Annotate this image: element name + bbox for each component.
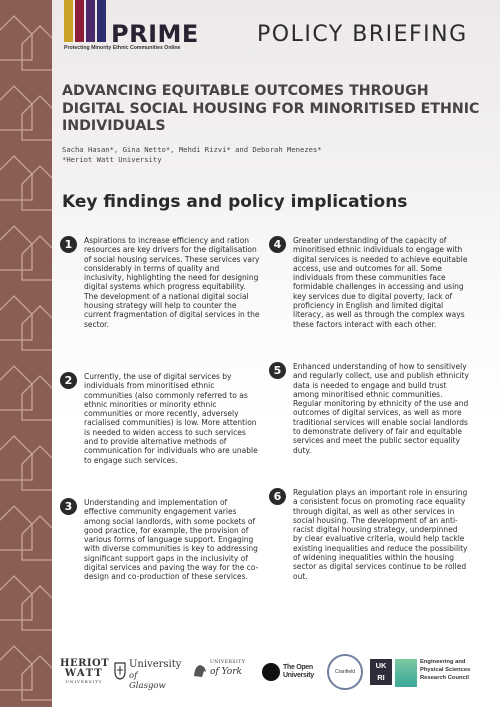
logo-bar bbox=[64, 0, 73, 42]
finding-number-badge: 6 bbox=[269, 488, 286, 505]
epsrc-block-icon bbox=[395, 659, 417, 687]
finding-text: Greater understanding of the capacity of minoritised ethnic individuals to engage with digital services is needed to achieve equitable access, use and outcomes for all. Some individuals from these communities face formidable challenges in accessing and using key services due to digital poverty, lack of proficiency in English and limited digital literacy, as well as through the complex ways these factors interact with each other. bbox=[293, 236, 468, 329]
finding-number-badge: 1 bbox=[60, 236, 77, 253]
open-university-circle-icon bbox=[262, 663, 280, 681]
finding-item bbox=[269, 362, 469, 484]
finding-item bbox=[60, 236, 260, 368]
open-university-logo: The Open University bbox=[262, 660, 324, 688]
cranfield-logo: Cranfield bbox=[327, 654, 363, 690]
finding-number-badge: 4 bbox=[269, 236, 286, 253]
briefing-page bbox=[52, 0, 500, 707]
brand-tagline: Protecting Minority Ethnic Communities Online bbox=[64, 45, 181, 51]
heriot-watt-logo: HERIOT WATT UNIVERSITY bbox=[60, 658, 110, 684]
finding-text: Currently, the use of digital services by individuals from minoritised ethnic communities (also commonly referred to as ethnic minorities or minority ethnic communities or more recently, adversely racialised communities) is low. More attention is needed to widen access to such services and to provide alternative methods of communication for individuals who are unable to engage such services. bbox=[84, 372, 258, 465]
partner-logos bbox=[52, 650, 500, 707]
document-type: POLICY BRIEFING bbox=[257, 22, 468, 47]
finding-text: Aspirations to increase efficiency and ration resources are key drivers for the digitalisation of social housing services. These services vary considerably in terms of quality and inclusivity, highlighting the need for designing digital systems which progress equitability. The development of a national digital social housing strategy will help to counter the current fragmentation of digital services in the sector. bbox=[84, 236, 260, 329]
lion-crest-icon bbox=[192, 662, 208, 680]
finding-item bbox=[269, 488, 469, 581]
header bbox=[52, 0, 500, 62]
logo-bar bbox=[97, 0, 106, 42]
crest-icon bbox=[114, 662, 126, 680]
finding-item bbox=[269, 236, 469, 358]
finding-number-badge: 3 bbox=[60, 498, 77, 515]
prime-logo-bars-icon bbox=[64, 0, 114, 42]
affiliation: *Heriot Watt University bbox=[62, 154, 162, 164]
page-title: ADVANCING EQUITABLE OUTCOMES THROUGH DIGITAL SOCIAL HOUSING FOR MINORITISED ETHNIC INDIVIDUALS bbox=[62, 83, 480, 134]
finding-number-badge: 5 bbox=[269, 362, 286, 379]
findings-column-right bbox=[269, 236, 469, 585]
ukri-logo: UKRI bbox=[370, 659, 392, 685]
epsrc-logo: Engineering and Physical Sciences Research Council bbox=[395, 659, 500, 689]
author-list: Sacha Hasan*, Gina Netto*, Mehdi Rizvi* and Deborah Menezes* bbox=[62, 145, 322, 154]
decorative-sidebar bbox=[0, 0, 52, 707]
findings-column-left bbox=[60, 236, 260, 586]
logo-bar bbox=[86, 0, 95, 42]
york-logo: UNIVERSITY of York bbox=[192, 658, 247, 688]
finding-text: Enhanced understanding of how to sensitively and regularly collect, use and publish ethnicity data is needed to engage and build trust among minoritised ethnic communities. Regular monitoring by ethnicity of the use and outcomes of digital services, as well as more traditional services will enable social landlords to demonstrate delivery of fair and equitable services and meet the public sector equality duty. bbox=[293, 362, 469, 455]
finding-item bbox=[60, 498, 260, 582]
authors-block bbox=[62, 145, 322, 164]
logo-bar bbox=[75, 0, 84, 42]
finding-item bbox=[60, 372, 260, 494]
finding-text: Regulation plays an important role in ensuring a consistent focus on promoting race equality through digital, as well as other services in social housing. The development of an anti-racist digital housing strategy, underpinned by clear evaluative criteria, would help tackle existing inequalities and reduce the possibility of widening inequalities within the housing sector as digital services continue to be rolled out. bbox=[293, 488, 468, 581]
house-pattern-icon bbox=[0, 0, 52, 707]
glasgow-logo: University of Glasgow bbox=[114, 659, 176, 689]
finding-number-badge: 2 bbox=[60, 372, 77, 389]
section-heading: Key findings and policy implications bbox=[62, 192, 408, 212]
finding-text: Understanding and implementation of effective community engagement varies among social landlords, with some pockets of good practice, for example, the provision of various forms of language support. Engaging with diverse communities is key to addressing significant support gaps in the inclusivity of digital services and paving the way for the co-design and co-production of these services. bbox=[84, 498, 259, 582]
brand-name: PRIME bbox=[111, 20, 199, 48]
